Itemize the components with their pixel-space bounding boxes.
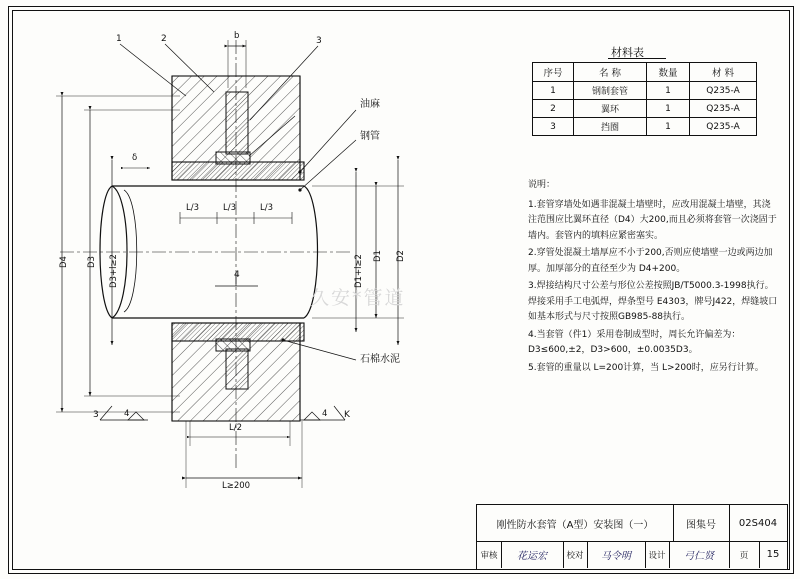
page-number-cell	[759, 541, 787, 568]
cell-material: Q235-A	[690, 82, 757, 100]
col-header-material: 材 料	[690, 63, 757, 82]
title-block	[476, 504, 788, 570]
title-block-atlas-label-cell	[673, 505, 730, 541]
col-header-no: 序号	[533, 63, 574, 82]
review-signature-cell	[501, 541, 564, 568]
check-label: 校对	[566, 550, 584, 561]
check-signature-cell	[587, 541, 646, 568]
cell-name: 钢制套管	[574, 82, 647, 100]
note-item-4: 4.当套管（件1）采用卷制成型时，周长允许偏差为：D3≤600,±2，D3>600，±0.0035D3。	[528, 329, 741, 355]
dim-D3: D3	[87, 256, 97, 268]
atlas-label: 图集号	[686, 519, 716, 531]
title-block-drawing-title-cell	[477, 505, 674, 541]
dim-delta: δ	[132, 153, 138, 163]
material-table-title: 材料表	[611, 46, 644, 59]
weld-mark-left: 4	[124, 409, 130, 419]
callout-K: K	[344, 410, 350, 420]
dim-third-2: L/3	[223, 203, 237, 213]
watermark: 久安*管道	[310, 287, 406, 309]
dim-half: L/2	[229, 423, 243, 433]
cell-qty: 1	[647, 82, 690, 100]
title-block-row-top	[477, 505, 787, 542]
cell-qty: 1	[647, 100, 690, 118]
check-label-cell	[563, 541, 588, 568]
cell-material: Q235-A	[690, 118, 757, 136]
dim-D1: D1	[373, 250, 383, 262]
review-signature: 花运宏	[517, 551, 547, 562]
dim-third-1: L/3	[186, 203, 200, 213]
review-label-cell	[477, 541, 502, 568]
design-label: 设计	[648, 550, 666, 561]
table-row	[533, 82, 757, 100]
design-label-cell	[645, 541, 670, 568]
cell-name: 挡圈	[574, 118, 647, 136]
dim-D2: D2	[396, 250, 406, 262]
drawing-title: 刚性防水套管（A型）安装图（一）	[496, 519, 654, 531]
design-signature-cell	[669, 541, 730, 568]
cell-name: 翼环	[574, 100, 647, 118]
callout-3-lower: 3	[93, 410, 99, 420]
material-table-title-underline	[608, 58, 666, 59]
label-asbestos-cement: 石棉水泥	[360, 354, 400, 365]
label-steel-pipe: 钢管	[360, 131, 380, 142]
note-item-2: 2.穿管处混凝土墙厚应不小于200,否则应使墙壁一边或两边加厚。加厚部分的直径至少为 D4+200。	[528, 248, 773, 274]
callout-4: 4	[234, 270, 240, 280]
page-label-cell	[729, 541, 760, 568]
cell-no: 2	[533, 100, 574, 118]
label-oil-hemp: 油麻	[360, 99, 380, 110]
dim-D1-plus: D1+l≥2	[354, 254, 364, 288]
design-signature: 弓仁贤	[684, 551, 714, 562]
callout-2: 2	[161, 34, 167, 44]
cell-material: Q235-A	[690, 100, 757, 118]
callout-1: 1	[116, 34, 122, 44]
title-block-row-bottom	[477, 541, 787, 568]
notes-block	[528, 178, 778, 378]
check-signature: 马令明	[601, 551, 631, 562]
note-item-3: 3.焊接结构尺寸公差与形位公差按照JB/T5000.3-1998执行。焊接采用手工电弧焊，焊条型号 E4303，牌号J422，焊缝坡口如基本形式与尺寸按照GB985-88执行。	[528, 281, 778, 322]
cell-qty: 1	[647, 118, 690, 136]
note-item-5: 5.套管的重量以 L=200计算，当 L>200时，应另行计算。	[528, 362, 764, 373]
col-header-qty: 数量	[647, 63, 690, 82]
dim-b: b	[234, 31, 240, 41]
dim-length: L≥200	[222, 481, 251, 491]
title-block-atlas-no-cell	[729, 505, 787, 541]
dim-D4: D4	[59, 256, 69, 268]
material-table	[532, 62, 757, 136]
cell-no: 1	[533, 82, 574, 100]
table-row	[533, 100, 757, 118]
page-number: 15	[766, 549, 780, 560]
weld-mark-right: 4	[322, 409, 328, 419]
notes-title: 说明：	[528, 180, 556, 190]
table-header-row	[533, 63, 757, 82]
table-row	[533, 118, 757, 136]
dim-D3-plus: D3+l≥2	[109, 254, 119, 288]
review-label: 审核	[480, 550, 498, 561]
callout-3: 3	[316, 36, 322, 46]
dim-third-3: L/3	[260, 203, 274, 213]
page-label: 页	[739, 550, 749, 561]
atlas-number: 02S404	[738, 517, 778, 529]
cell-no: 3	[533, 118, 574, 136]
col-header-name: 名 称	[574, 63, 647, 82]
note-item-1: 1.套管穿墙处如遇非混凝土墙壁时，应改用混凝土墙壁，其浇注范围应比翼环直径（D4）大200,而且必须将套管一次浇固于墙内。套管内的填料应紧密塞实。	[528, 199, 777, 241]
